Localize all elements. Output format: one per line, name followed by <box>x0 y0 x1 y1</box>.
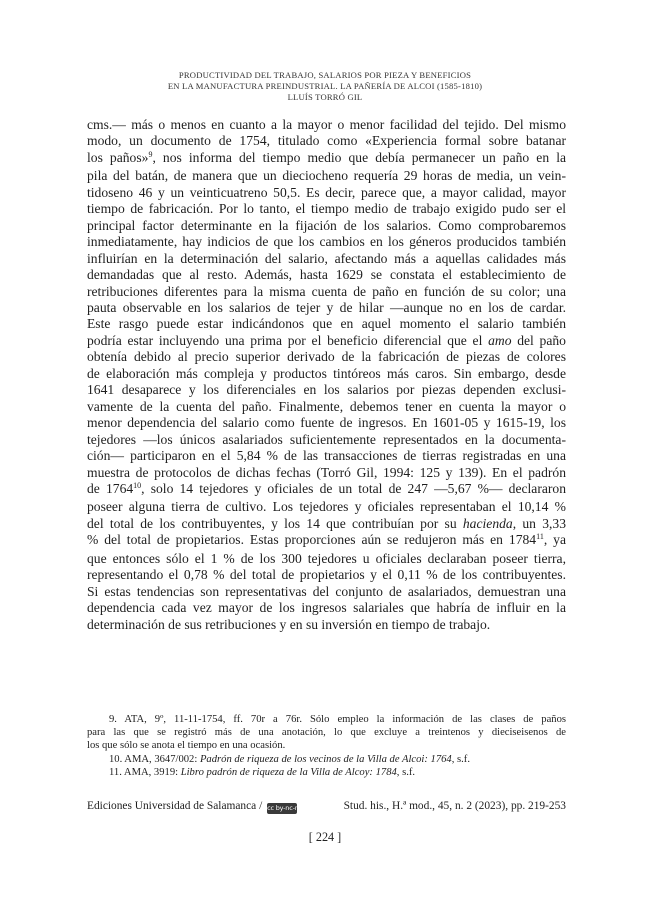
page-footer <box>87 799 566 815</box>
body-line: obtenía debido al precio superior derivado de la fabricación de piezas de colores <box>87 349 566 365</box>
body-line: pila del batán, de manera que un dieciocheno requería 29 horas de media, un vein- <box>87 168 566 184</box>
body-line: inmediatamente, hay indicios de que los cambios en los géneros producidos también <box>87 234 566 250</box>
footnote-ref-9[interactable]: 9 <box>148 149 153 159</box>
body-line: % del total de propietarios. Estas proporciones aún se redujeron más en 1784$^{11}$, ya <box>87 532 566 548</box>
body-line: vamente de la cuenta del paño. Finalmente, debemos tener en cuenta la mayor o <box>87 398 566 414</box>
running-head <box>0 70 650 103</box>
body-line: determinación de sus retribuciones y en su inversión en tiempo de trabajo. <box>87 616 491 632</box>
body-line: pauta observable en los salarios de tejer y de hilar —aunque no en los de cardar. <box>87 299 566 315</box>
running-head-author: LLUÍS TORRÓ GIL <box>287 92 363 102</box>
footnote-ref-10[interactable]: 10 <box>133 480 142 490</box>
body-line: modo, un documento de 1754, titulado como «Experiencia formal sobre batanar <box>87 133 566 149</box>
body-line: representando el 0,78 % del total de propietarios y el 0,11 % de los contribuyentes. <box>87 567 566 583</box>
body-line: dependencia cada vez mayor de los ingresos salariales que habría de influir en la <box>87 600 566 616</box>
cc-license-icon[interactable]: cc by-nc-nd <box>267 804 303 812</box>
body-line: Este rasgo puede estar indicándonos que en aquel momento el salario también <box>87 316 566 332</box>
running-head-title-line2: EN LA MANUFACTURA PREINDUSTRIAL. LA PAÑERÍA DE ALCOI (1585-1810) <box>167 81 483 91</box>
body-line: de 1764$^{10}$, solo 14 tejedores y oficiales de un total de 247 —5,67 %— declararon <box>87 480 567 496</box>
body-line: que entonces sólo el 1 % de los 300 tejedores u oficiales declaraban poseer tierra, <box>87 550 566 566</box>
body-line: ción— participaron en el 5,84 % de las transacciones de tierras registradas en una <box>87 448 566 464</box>
body-line: muestra de protocolos de dichas fechas (Torró Gil, 1994: 125 y 139). En el padrón <box>87 464 566 480</box>
footnote-9: 9. ATA, 9º, 11-11-1754, ff. 70r a 76r. Sólo empleo la información de las clases de paños <box>109 714 566 725</box>
body-line: 1641 desaparece y los diferenciales en los salarios por piezas dependen exclusi- <box>87 382 566 398</box>
body-text <box>87 117 566 633</box>
footnote-ref-11[interactable]: 11 <box>536 532 544 542</box>
footnote-11: 11. AMA, 3919: Libro padrón de riqueza de la Villa de Alcoy: 1784, s.f. <box>109 766 416 778</box>
body-line: Si estas tendencias son representativas del conjunto de asalariados, demuestran una <box>87 583 566 599</box>
body-line: principal factor determinante en la fijación de los salarios. Como comprobaremos <box>87 217 566 233</box>
body-line: tidoseno 46 y un veinticuatreno 50,5. Es decir, parece que, a mayor calidad, mayor <box>87 184 566 200</box>
footnotes <box>87 713 566 779</box>
body-line: del total de los contribuyentes, y los 14 que contribuían por su hacienda, un 3,33 <box>87 515 566 531</box>
body-line: los paños»$^9$, nos informa del tiempo medio que debía permanecer un paño en la <box>87 149 567 165</box>
footnote-10: 10. AMA, 3647/002: Padrón de riqueza de los vecinos de la Villa de Alcoi: 1764, s.f. <box>109 753 470 765</box>
body-line: de elaboración más compleja y productos tintóreos más caros. Sin embargo, desde <box>87 365 566 381</box>
publisher: Ediciones Universidad de Salamanca / cc by-nc-nd <box>87 800 303 812</box>
body-line: tiempo de fabricación. Por lo tanto, el tiempo medio de trabajo exigido pudo ser el <box>87 201 566 217</box>
journal-citation: Stud. his., H.ª mod., 45, n. 2 (2023), pp. 219-253 <box>343 800 566 812</box>
body-line: poseer alguna tierra de cultivo. Los tejedores y oficiales representaban el 10,14 % <box>87 499 566 515</box>
body-line: demandadas que al resto. Además, hasta 1629 se constata el establecimiento de <box>87 267 566 283</box>
running-head-title-line1: PRODUCTIVIDAD DEL TRABAJO, SALARIOS POR PIEZA Y BENEFICIOS <box>178 70 472 80</box>
body-line: cms.— más o menos en cuanto a la mayor o menor facilidad del tejido. Del mismo <box>87 117 566 132</box>
footnote-9-line2: para las que se registró más de una anotación, lo que excluye a treintenos y dieciseisenos de <box>87 727 566 739</box>
body-line: podría estar incluyendo una prima por el beneficio diferencial que el amo del paño <box>87 332 566 348</box>
body-line: tejedores —los únicos asalariados suficientemente representados en la documenta- <box>87 431 566 447</box>
body-line: retribuciones diferentes para la misma cuenta de paño en función de su color; una <box>87 283 566 299</box>
page-number: [ 224 ] <box>308 830 342 844</box>
footnote-9-line3: los que sólo se anota el tiempo en una ocasión. <box>87 740 286 752</box>
body-line: influirían en la determinación del salario, afectando más a aquellas calidades más <box>87 250 566 266</box>
body-line: menor dependencia del salario como fuente de ingresos. En 1601-05 y 1615-19, los <box>87 415 566 431</box>
